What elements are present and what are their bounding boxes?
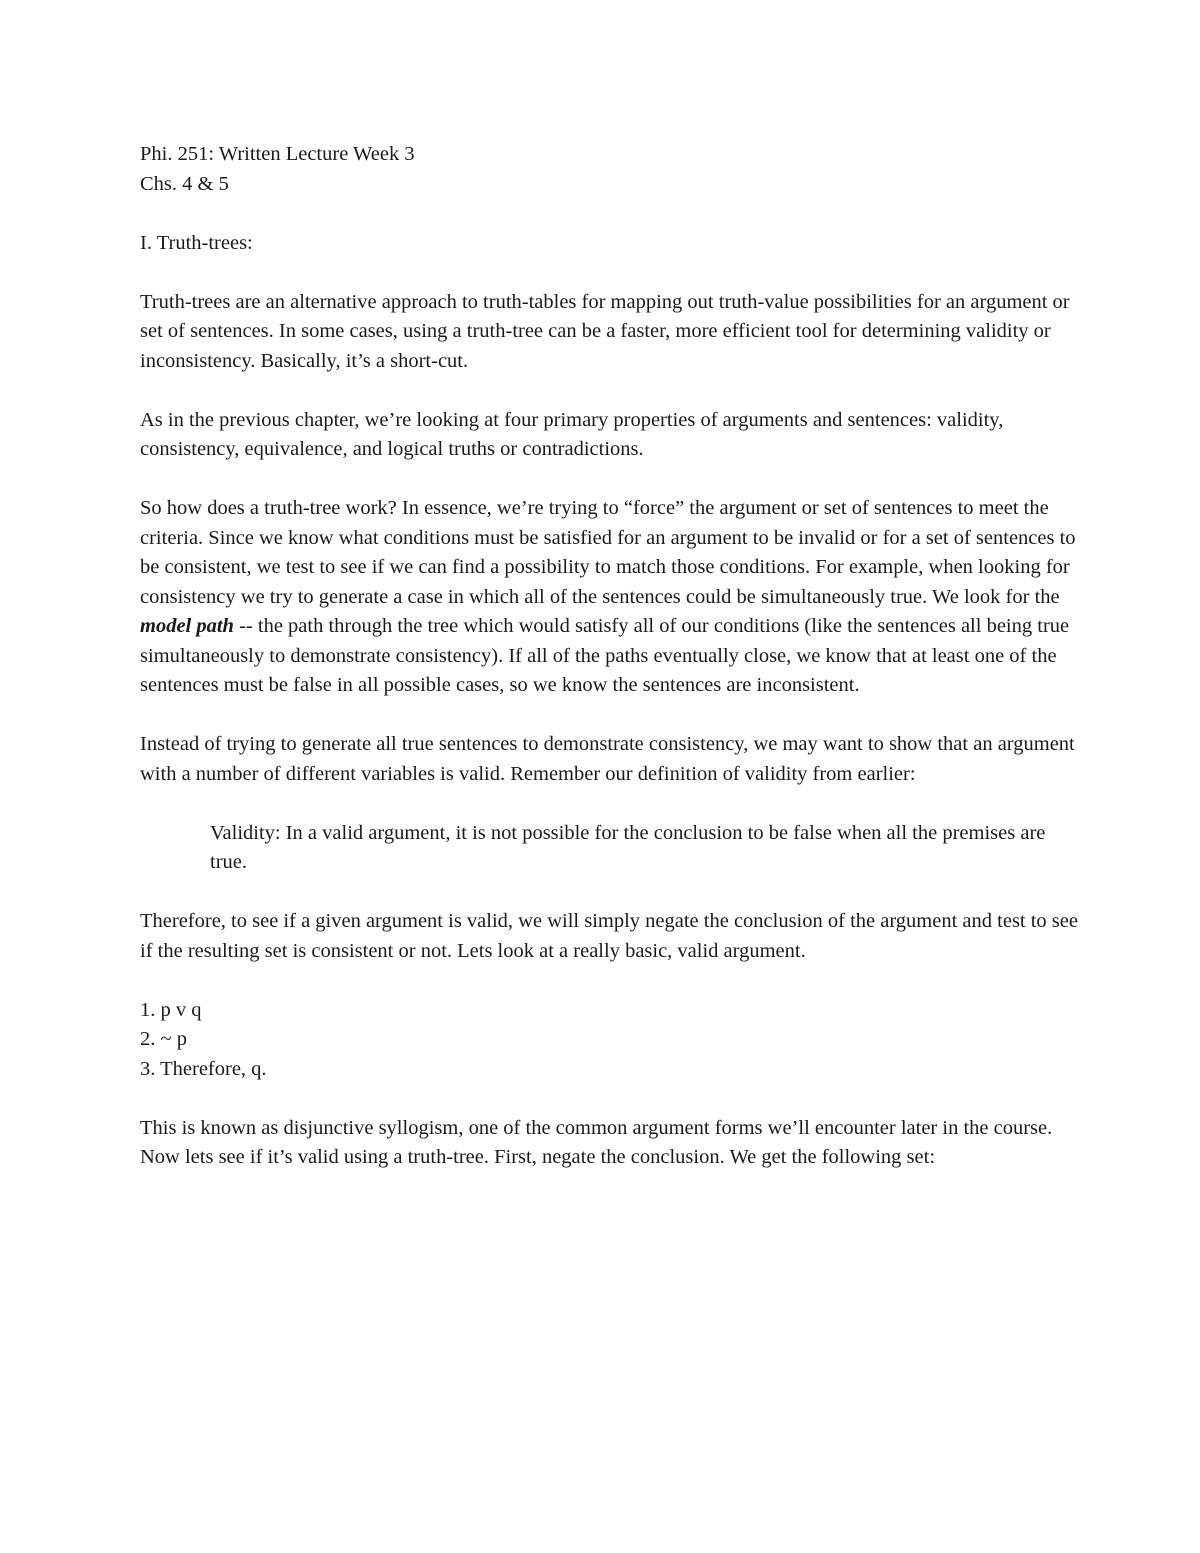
document-page [140,140,1080,1202]
validity-definition: Validity: In a valid argument, it is not possible for the conclusion to be false when all the premises are true. [210,821,1046,873]
paragraph-negate-conclusion: Therefore, to see if a given argument is valid, we will simply negate the conclusion of the argument and test to see if the resulting set is consistent or not. Lets look at a really basic, valid argument. [140,910,1078,962]
paragraph-properties: As in the previous chapter, we’re looking at four primary properties of arguments and sentences: validity, consistency, equivalence, and logical truths or contradictions. [140,408,1004,460]
model-path-term: model path [140,615,234,637]
paragraph-intro: Truth-trees are an alternative approach to truth-tables for mapping out truth-value possibilities for an argument or set of sentences. In some cases, using a truth-tree can be a faster, more efficient tool for determining validity or inconsistency. Basically, it’s a short-cut. [140,290,1070,372]
paragraph-disjunctive-syllogism: This is known as disjunctive syllogism, one of the common argument forms we’ll encounter later in the course. Now lets see if it’s valid using a truth-tree. First, negate the conclusion. We get the following set: [140,1116,1053,1168]
chapters-line: Chs. 4 & 5 [140,172,229,195]
paragraph-how-it-works-part2: -- the path through the tree which would satisfy all of our conditions (like the sentences all being true simultaneously to demonstrate consistency). If all of the paths eventually close, we know that at least one of the sentences must be false in all possible cases, so we know the sentences are inconsistent. [140,615,1070,696]
argument-line-2: 2. ~ p [140,1028,187,1050]
argument-list [140,996,1080,1085]
course-title: Phi. 251: Written Lecture Week 3 [140,143,415,165]
section-heading: I. Truth-trees: [140,231,253,254]
argument-line-3: 3. Therefore, q. [140,1057,267,1080]
paragraph-how-it-works-part1: So how does a truth-tree work? In essence, we’re trying to “force” the argument or set of sentences to meet the criteria. Since we know what conditions must be satisfied for an argument to be invalid or for a set of sentences to be consistent, we test to see if we can find a possibility to match those conditions. For example, when looking for consistency we try to generate a case in which all of the sentences could be simultaneously true. We look for the [140,497,1076,608]
argument-line-1: 1. p v q [140,998,202,1021]
paragraph-how-it-works [140,494,1080,701]
paragraph-validity-intro: Instead of trying to generate all true sentences to demonstrate consistency, we may want to show that an argument with a number of different variables is valid. Remember our definition of validity from earlier: [140,733,1075,785]
